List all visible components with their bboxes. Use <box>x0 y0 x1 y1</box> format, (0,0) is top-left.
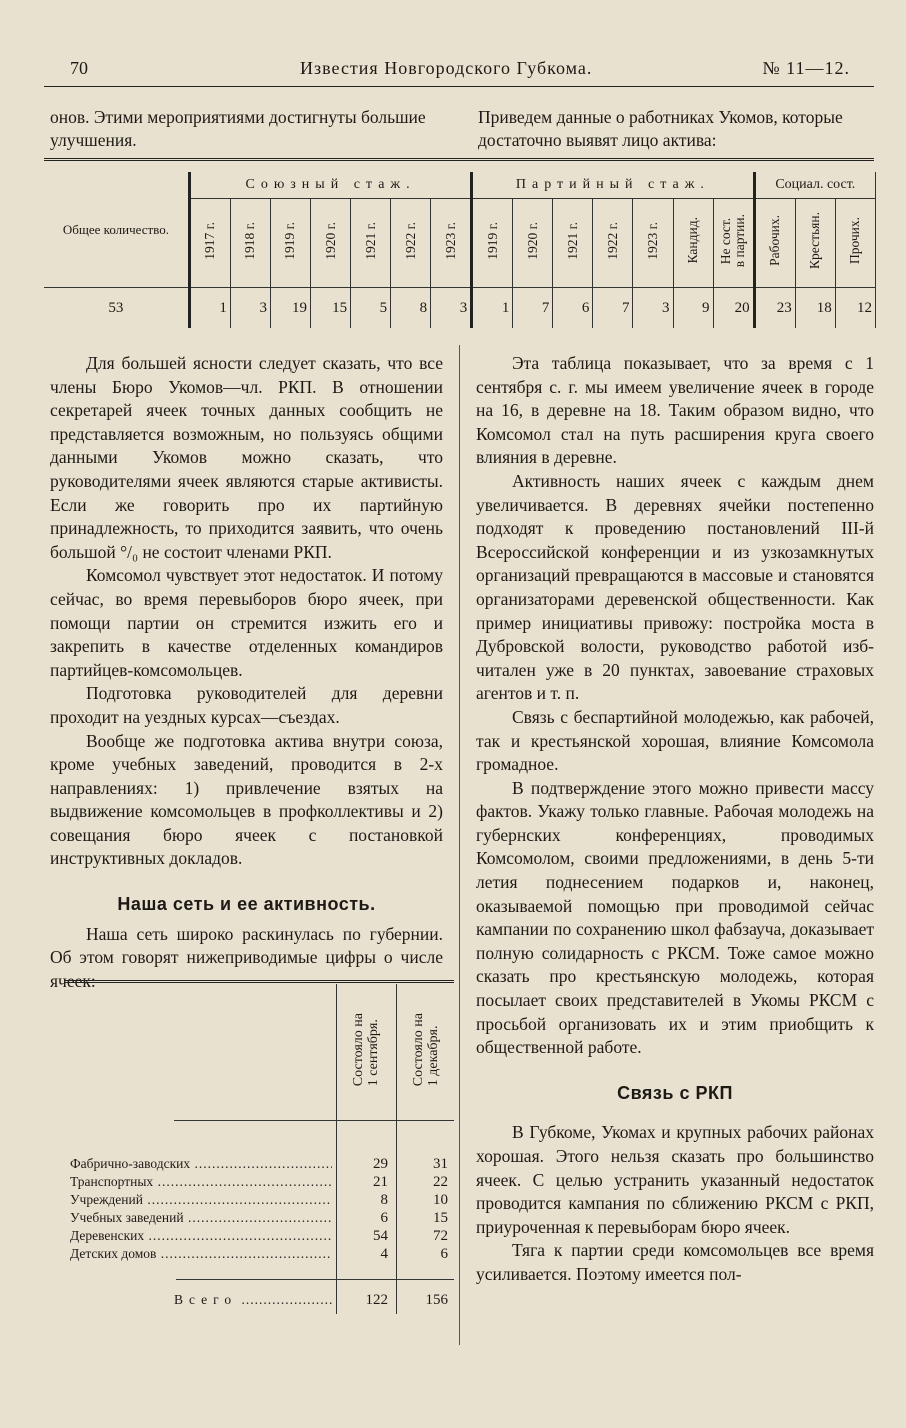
row-label: Учреждений ..... <box>70 1192 332 1208</box>
row-label: Учебных заведений ..... <box>70 1210 332 1226</box>
party-col-header: Не сост. в партии. <box>713 199 754 288</box>
social-col-header: Прочих. <box>835 199 875 288</box>
sep-value: 21 <box>373 1174 388 1190</box>
table-row <box>64 1192 454 1210</box>
section-heading: Наша сеть и ее активность. <box>117 894 376 915</box>
paragraph: В подтверждение этого можно привести массу фактов. Укажу только главные. Рабочая молодежь на губернских конференциях, проводимых Комсомолом, своими предложениями, в день 5-ти летия поднесением подарков и, наконец, оказываемой помощью при проводимой сейчас кампании по сохранению школ фабзауча, доказывает полную солидарность с РКСМ. Тоже самое можно сказать про крестьянскую молодежь, которая посылает своих представителей в Укомы РКСМ с просьбой организовать их и этим приобщить к общественной работе. <box>476 777 874 1058</box>
party-col-header: 1920 г. <box>513 199 553 288</box>
union-value: 1 <box>189 288 230 329</box>
total-header: Общее количество. <box>44 172 189 288</box>
row-label: Фабрично-заводских ..... <box>70 1156 332 1172</box>
union-col-header: 1920 г. <box>311 199 351 288</box>
party-col-header: Кандид. <box>673 199 713 288</box>
social-col-header: Крестьян. <box>795 199 835 288</box>
table-row <box>64 1156 454 1174</box>
table-top-rule <box>44 158 874 164</box>
activists-stats-table <box>44 172 876 328</box>
paragraph: Наша сеть широко раскинулась по губернии. Об этом говорят нижеприводимые цифры о числе ячеек: <box>50 923 443 991</box>
dec-value: 22 <box>433 1174 448 1190</box>
union-value: 5 <box>351 288 391 329</box>
total-rule <box>176 1279 454 1280</box>
dec-value: 31 <box>433 1156 448 1172</box>
party-col-header: 1919 г. <box>472 199 513 288</box>
sep-value: 54 <box>373 1228 388 1244</box>
dec-value: 72 <box>433 1228 448 1244</box>
running-header <box>70 58 850 84</box>
social-status-header: Социал. сост. <box>754 172 875 199</box>
party-value: 1 <box>472 288 513 329</box>
union-col-header: 1921 г. <box>351 199 391 288</box>
total-row <box>64 1292 454 1310</box>
social-value: 23 <box>754 288 795 329</box>
table-row <box>64 1246 454 1264</box>
paragraph: Для большей ясности следует сказать, что все члены Бюро Укомов—чл. РКП. В отношении секретарей ячеек точных данных сообщить не представляется возможным, но пользуясь общими данными Укомов можно сказать, что руководителями ячеек являются старые активисты. Если же говорить про их партийную принадлежность, то приходится заявить, что очень большой °/₀ не состоит членами РКП. <box>50 353 443 562</box>
dec-value: 6 <box>440 1246 448 1262</box>
intro-right: Приведем данные о работниках Укомов, которые достаточно выявят лицо актива: <box>478 107 843 150</box>
social-col-header: Рабочих. <box>754 199 795 288</box>
dec-value: 10 <box>433 1192 448 1208</box>
party-tenure-header: Партийный стаж. <box>472 172 754 199</box>
row-label: Транспортных ..... <box>70 1174 332 1190</box>
sep-value: 29 <box>373 1156 388 1172</box>
cells-header-rule <box>174 1120 454 1121</box>
union-col-header: 1922 г. <box>391 199 431 288</box>
row-label: Деревенских ..... <box>70 1228 332 1244</box>
cells-table-divider <box>396 984 397 1314</box>
table-row <box>64 1228 454 1246</box>
page-number: 70 <box>70 58 88 78</box>
row-label: Детских домов ..... <box>70 1246 332 1262</box>
total-sep-value: 122 <box>365 1292 388 1308</box>
paragraph: Тяга к партии среди комсомольцев все время усиливается. Поэтому имеется пол- <box>476 1240 874 1284</box>
party-col-header: 1921 г. <box>553 199 593 288</box>
paragraph: Эта таблица показывает, что за время с 1 сентября с. г. мы имеем увеличение ячеек в городе на 16, в деревне на 18. Таким образом видно, что Комсомол стал на путь расширения круга своего влияния в деревне. <box>476 353 874 468</box>
sep-value: 6 <box>380 1210 388 1226</box>
party-value: 7 <box>513 288 553 329</box>
cells-table <box>64 980 454 1330</box>
sep-value: 4 <box>380 1246 388 1262</box>
journal-title: Известия Новгородского Губкома. <box>300 58 593 78</box>
union-col-header: 1919 г. <box>270 199 310 288</box>
intro-left: онов. Этими мероприятиями достигнуты большие улучшения. <box>50 107 426 150</box>
party-value: 9 <box>673 288 713 329</box>
total-value: 53 <box>44 288 189 329</box>
paragraph: В Губкоме, Укомах и крупных рабочих районах хорошая. Этого нельзя сказать про большинство ячеек. С целью устранить указанный недостаток проводится кампания по сближению РКСМ с РКП, приуроченная к перевыборам бюро ячеек. <box>476 1122 874 1237</box>
left-column <box>50 352 443 993</box>
paragraph: Вообще же подготовка актива внутри союза, кроме учебных заведений, проводится в 2-х направлениях: 1) привлечение взятых на выдвижение комсомольцев в профколлективы и 2) совещания бюро ячеек с постановкой инструктивных докладов. <box>50 730 443 869</box>
party-value: 6 <box>553 288 593 329</box>
section-heading: Связь с РКП <box>617 1082 733 1103</box>
total-label: Всего ..... <box>174 1292 332 1308</box>
sep-value: 8 <box>380 1192 388 1208</box>
union-col-header: 1918 г. <box>230 199 270 288</box>
header-rule <box>44 86 874 87</box>
union-value: 15 <box>311 288 351 329</box>
union-value: 8 <box>391 288 431 329</box>
right-column <box>476 352 874 1287</box>
cells-table-divider <box>336 984 337 1314</box>
party-value: 20 <box>713 288 754 329</box>
party-value: 3 <box>633 288 673 329</box>
social-value: 12 <box>835 288 875 329</box>
union-value: 19 <box>270 288 310 329</box>
dec-value: 15 <box>433 1210 448 1226</box>
party-value: 7 <box>593 288 633 329</box>
table-row <box>64 1174 454 1192</box>
paragraph: Подготовка руководителей для деревни проходит на уездных курсах—съездах. <box>50 683 443 727</box>
union-col-header: 1923 г. <box>431 199 472 288</box>
paragraph: Комсомол чувствует этот недостаток. И потому сейчас, во время перевыборов бюро ячеек, при помощи партии он стремится изжить его и закрепить в качестве отделенных командиров партийцев-комсомольцев. <box>50 565 443 680</box>
table-row <box>64 1210 454 1228</box>
party-col-header: 1922 г. <box>593 199 633 288</box>
union-col-header: 1917 г. <box>189 199 230 288</box>
social-value: 18 <box>795 288 835 329</box>
union-tenure-header: Союзный стаж. <box>189 172 471 199</box>
column-divider <box>459 345 460 1345</box>
paragraph: Связь с беспартийной молодежью, как рабочей, так и крестьянской хорошая, влияние Комсомола громадное. <box>476 706 874 775</box>
party-col-header: 1923 г. <box>633 199 673 288</box>
paragraph: Активность наших ячеек с каждым днем увеличивается. В деревнях ячейки постепенно подходят к проведению постановлений III-й Всероссийской конференции и из узкозамкнутых организаций превращаются в массовые и становятся организаторами деревенской общественности. Как пример инициативы привожу: постройка моста в Дубровской волости, руководство работой изб-читален уже в 20 пунктах, завоевание страховых агентов и т. п. <box>476 470 874 704</box>
union-value: 3 <box>230 288 270 329</box>
dec-1-header: Состояло на 1 декабря. <box>411 1013 441 1087</box>
union-value: 3 <box>431 288 472 329</box>
issue-number: № 11—12. <box>762 58 850 78</box>
sep-1-header: Состояло на 1 сентября. <box>351 1013 381 1087</box>
total-dec-value: 156 <box>425 1292 448 1308</box>
